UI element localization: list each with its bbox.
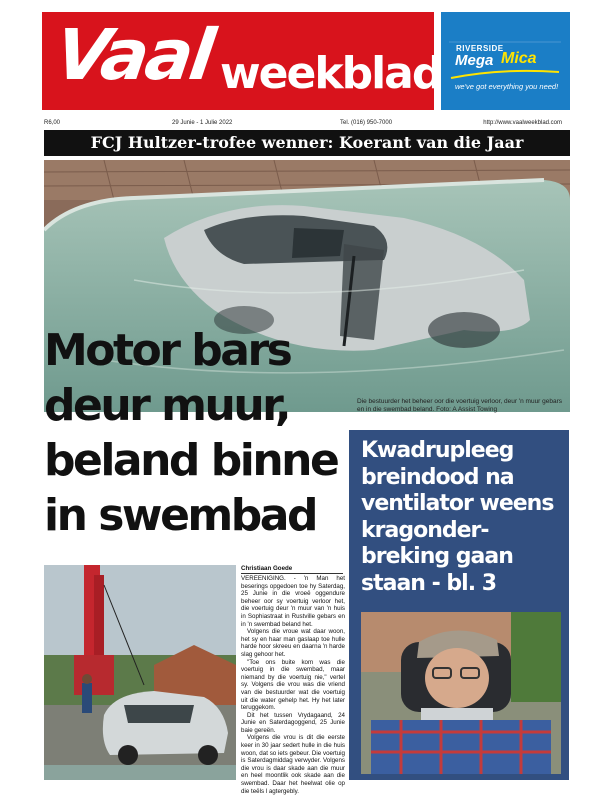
side-headline-line: Kwadrupleeg [361, 438, 514, 463]
article-paragraph: VEREENIGING. - 'n Man het beserings opgedoen toe hy Saterdag, 25 Junie in die vroeë oggendure beheer oor sy voertuig verloor het, die voertuig deur 'n muur van 'n huis in Sophiastraat in Rustville gebars en in 'n swembad beland het. [241, 575, 345, 628]
article-paragraph: Dit het tussen Vrydagaand, 24 Junie en Saterdagoggend, 25 Junie baie gereën. [241, 711, 345, 734]
tow-truck-photo [44, 565, 236, 780]
article-paragraph: Volgens die vrou is dit die eerste keer in 30 jaar sedert hulle in die huis woon, dat so iets gebeur. Die voertuig is Saterdagmiddag verwyder. Volgens die vrou is daar skade aan die muur en heel moontlik ook skade aan die swembad. Daar het heelwat olie op die teëls l agtergebly. [241, 734, 345, 795]
advert-line1: RIVERSIDE [456, 44, 504, 53]
advert-tagline: we've got everything you need! [455, 82, 559, 91]
issue-website[interactable]: http://www.vaalweekblad.com [483, 120, 562, 126]
main-headline-line: beland binne [44, 435, 338, 486]
article-body [241, 575, 345, 795]
side-headline-line: staan - bl. 3 [361, 570, 497, 596]
issue-phone: Tel. (016) 950-7000 [340, 120, 393, 126]
article-paragraph: Volgens die vroue wat daar woon, het sy en haar man gaslaap toe hulle harde hoor skreeu en daarna 'n harde slag gehoor het. [241, 628, 345, 658]
side-headline-line: kragonder- [361, 517, 489, 543]
issue-date: 29 Junie - 1 Julie 2022 [172, 120, 233, 126]
side-headline-line: ventilator weens [361, 491, 554, 516]
advert-box[interactable] [441, 12, 570, 110]
masthead-logo [42, 12, 442, 110]
award-banner: FCJ Hultzer-trofee wenner: Koerant van die Jaar [44, 130, 570, 156]
side-story-photo-man [361, 612, 561, 774]
advert-brand-mica: Mica [501, 50, 537, 67]
issue-price: R6,00 [44, 120, 61, 126]
side-headline-line: breking gaan [361, 544, 513, 569]
masthead-word-vaal: Vaal [50, 14, 217, 96]
issue-info-line [44, 118, 568, 128]
main-headline[interactable] [44, 323, 344, 543]
main-headline-line: in swembad [44, 490, 316, 541]
main-photo-caption: Die bestuurder het beheer oor die voertuig verloor, deur 'n muur gebars en in die swembad beland. Foto: A Assist Towing [357, 398, 563, 413]
main-headline-line: deur muur, [44, 380, 290, 431]
side-headline-line: breindood na [361, 464, 514, 490]
advert-brand-mega: Mega [455, 52, 494, 69]
article-paragraph: "Toe ons buite kom was die voertuig in die swembad, maar niemand by die voertuig nie," vertel sy. Volgens die vrou was die vriend van die bestuurder wat die voertuig uit die water gehelp het. Hy het later teruggekom. [241, 658, 345, 712]
side-story-box[interactable] [349, 430, 569, 780]
main-headline-line: Motor bars [44, 325, 291, 376]
side-story-headline [361, 438, 566, 597]
masthead-word-weekblad: weekblad [220, 48, 442, 99]
article-byline: Christiaan Goede [241, 564, 343, 574]
